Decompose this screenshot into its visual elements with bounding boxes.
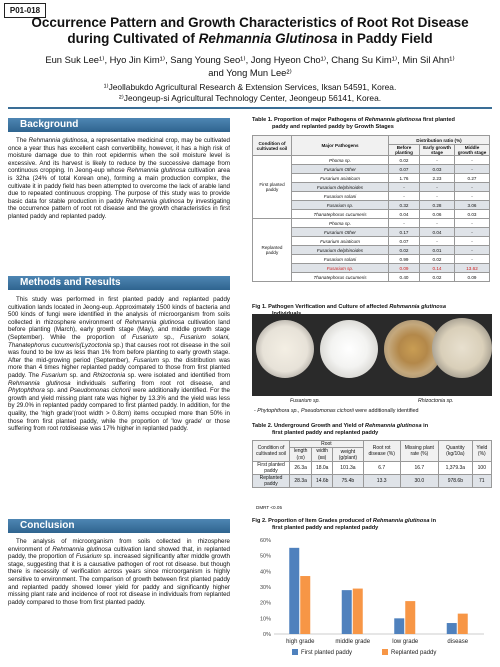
t1-row	[253, 156, 490, 165]
bar-replanted	[458, 614, 468, 634]
y-tick-label: 10%	[259, 616, 271, 623]
bar-first-planted	[289, 548, 299, 634]
background-text: The Rehmannia glutinosa, a representative medicinal crop, may be cultivated once a year thus has excellent cash convertibility, however, it has a high risk of moisture damage due to thin root epidermis when the soil moisture level is excessive. And its harvest is likely to reduce by the successive damage from continuous cropping. In Jeong-eup whose Rehmannia glutinosa cultivation area is 32ha (24% of total Korean one), forming a main production complex, the cultivate it in paddy field has been attempted to overcome the lack of arable land due to repeated continuous cropping. The purpose of this study was to provide basic data for stable production in paddy Rehmannia glutinosa by investigating the occurrence pattern of root rot disease and the growth characteristics in first planted paddy and replanted paddy.	[8, 137, 230, 220]
t1-cell-m: 0.27	[455, 174, 490, 183]
t1-cell-m: 0.03	[455, 210, 490, 219]
t2-body	[253, 462, 492, 488]
legend-swatch	[382, 649, 388, 655]
t2-cell-w: 18.0a	[312, 462, 333, 475]
t1-cell-b: 0.40	[389, 273, 420, 282]
t1-head-middle: Middle growth stage	[455, 145, 490, 156]
t1-cell-m: -	[455, 237, 490, 246]
t1-cell-b: -	[389, 183, 420, 192]
figure1-note: - Phytophthora sp., Pseudomonas cichorii were additionally identified	[254, 408, 419, 414]
t1-cell-m: 0.09	[455, 273, 490, 282]
t1-cell-m: -	[455, 255, 490, 264]
title-line-1: Occurrence Pattern and Growth Characteristics of Root Rot Disease	[31, 15, 469, 30]
t2-cell-r: 6.7	[363, 462, 400, 475]
t1-cell-m: 13.62	[455, 264, 490, 273]
t1-cell-b: 0.02	[389, 156, 420, 165]
t1-cell-p: Thanatephorus cucumeris	[292, 273, 389, 282]
t1-cell-p: Phoma sp.	[292, 156, 389, 165]
t1-cell-m: 3.06	[455, 201, 490, 210]
x-category-label: high grade	[286, 639, 315, 645]
t2-head-weight: weight (g/plant)	[333, 448, 364, 462]
t1-body	[253, 156, 490, 282]
table1-title: Table 1. Proportion of major Pathogens of Rehmannia glutinosa first planted paddy and replanted paddy by Growth Stages	[252, 117, 455, 130]
authors	[20, 53, 480, 79]
t1-cell-m: -	[455, 165, 490, 174]
t1-cell-m: -	[455, 183, 490, 192]
t1-cell-m: -	[455, 228, 490, 237]
t2-head-missing: Missing plant rate (%)	[400, 441, 438, 462]
t2-cell-y: 100	[472, 462, 491, 475]
t1-cell-p: Fusarium solani	[292, 255, 389, 264]
t2-cell-q: 978.6b	[439, 475, 473, 488]
t1-cell-b: 0.07	[389, 165, 420, 174]
figure2-title: Fig 2. Proportion of Item Grades produced of Rehmannia glutinosa in first planted paddy and replanted paddy	[252, 518, 437, 531]
t2-cell-g: 101.3a	[333, 462, 364, 475]
t1-cell-m: -	[455, 156, 490, 165]
t1-cell-b: 1.76	[389, 174, 420, 183]
t1-cell-p: Fusarium delphinoides	[292, 183, 389, 192]
t1-cell-p: Fusarium asiaticum	[292, 174, 389, 183]
methods-heading: Methods and Results	[8, 276, 230, 290]
t1-cell-p: Fusarium delphinoides	[292, 246, 389, 255]
y-tick-label: 60%	[259, 538, 271, 544]
methods-text: This study was performed in first planted paddy and replanted paddy cultivation lands located in Jeong-eup. Approximately 1500 kinds of bacteria and 500 kinds of fungi were identified in the analysis of microorganism from soils collected in rhizosphere environment of Rehmannia glutinosa cultivation land before planting (March), early growth stage (May), and middle growth stage (September). While the proportion of Fusarium sp., Fusarium solani, Thanatephorus cucumeris(Lyzoctonia sp.) that causes root rot disease in the soil was found to be low as less than 1% from before planting to early growth stage. After the mid-growing period (September), Fusarium sp. the distribution was more than 4 times higher replanted paddy compared to those from first planted paddy. The Fusarium sp. and Rhizoctonia sp. were isolated and identified from Rehmannia glutinosa individuals suffering from root rot disease, and Phytophthora sp. and Pseudomonas cichorii were additionally identified. For the growth and yield missing plant rate was higher by 13.3% and the yield was less by 29.0% in replanted paddy compared to first planted paddy. In addition, for the quality, the 'high grade'(root width > 0.8cm) items occupied more than 50% in those from first planted paddy, while the proportion of 'low grade' or those suffering from root rotdisease was 17% higher in replanted paddy.	[8, 296, 231, 433]
bar-replanted	[405, 601, 415, 634]
growth-yield-table	[252, 440, 492, 488]
t1-cell-b: 0.99	[389, 255, 420, 264]
t2-cell-c: Replanted paddy	[253, 475, 290, 488]
t1-cell-e: -	[420, 183, 455, 192]
fusarium-caption: Fusarium sp.	[290, 398, 320, 404]
t2-head-yield: Yield (%)	[472, 441, 491, 462]
t1-cell-e: -	[420, 156, 455, 165]
t2-cell-w: 14.6b	[312, 475, 333, 488]
t2-cell-g: 75.4b	[333, 475, 364, 488]
fusarium-culture-photo-1	[256, 320, 314, 378]
legend-label: Replanted paddy	[391, 650, 437, 656]
rhizoctonia-caption: Rhizoctonia sp.	[418, 398, 454, 404]
rhizoctonia-culture-photo-2	[432, 318, 492, 378]
title-line-2	[30, 31, 470, 47]
t1-group-replanted: Replanted paddy	[253, 219, 292, 282]
t1-cell-e: -	[420, 219, 455, 228]
header-divider	[8, 107, 492, 109]
t1-cell-p: Fusarium Other	[292, 165, 389, 174]
x-category-label: low grade	[392, 639, 419, 645]
t1-cell-p: Fusarium sp.	[292, 264, 389, 273]
t1-cell-p: Fusarium solani	[292, 192, 389, 201]
t2-row	[253, 475, 492, 488]
fusarium-culture-photo-2	[320, 320, 378, 378]
t2-cell-r: 13.3	[363, 475, 400, 488]
t2-cell-c: First planted paddy	[253, 462, 290, 475]
t2-cell-m: 30.0	[400, 475, 438, 488]
x-category-label: disease	[447, 639, 469, 645]
legend-label: First planted paddy	[301, 650, 353, 656]
conclusion-heading: Conclusion	[8, 519, 230, 533]
conclusion-text: The analysis of microorganism from soils collected in rhizosphere environment of Rehmannia glutinosa cultivation land showed that, in replanted paddy, the proportion of Fusarium sp. increased significantly after middle growth stage, suggesting that it is a causative pathogen of root rot disease. but though there is necessity of verification across years since microorganism is highly sensitive to environment. The comparison of growth between first planted paddy and replanted paddy showed lower yield for paddy and significantly higher missing plant rate and incidence of root rot disease in individuals from replanted paddy compared to those from first planted paddy.	[8, 538, 230, 606]
t1-cell-p: Fusarium asiaticum	[292, 237, 389, 246]
y-tick-label: 40%	[259, 569, 271, 576]
t1-cell-p: Fusarium Other	[292, 228, 389, 237]
background-heading: Background	[8, 118, 230, 132]
t1-row	[253, 219, 490, 228]
t1-cell-b: 0.04	[389, 210, 420, 219]
t1-cell-e: 0.04	[420, 228, 455, 237]
t1-cell-b: 0.09	[389, 264, 420, 273]
t2-cell-l: 26.3a	[290, 462, 312, 475]
table2-title: Table 2. Underground Growth and Yield of Rehmannia glutinosa in first planted paddy and replanted paddy	[252, 423, 429, 436]
affiliation-1: ¹⁾Jeollabukdo Agricultural Research & Extension Services, Iksan 54591, Korea.	[103, 82, 397, 92]
title-line-2-pre: during Cultivated of	[67, 31, 199, 46]
grade-proportion-chart	[252, 534, 492, 662]
t2-head-width: width (㎜)	[312, 448, 333, 462]
title-line-2-post: in Paddy Field	[337, 31, 433, 46]
authors-line-2: and Yong Mun Lee²⁾	[208, 67, 292, 78]
figure1-title: Fig 1. Pathogen Verification and Culture of affected Rehmannia glutinosa	[252, 304, 446, 310]
t1-cell-b: -	[389, 192, 420, 201]
table2-note: DMRT <0.05	[256, 505, 283, 510]
t1-cell-b: 0.32	[389, 201, 420, 210]
t1-cell-e: 0.02	[420, 255, 455, 264]
pathogen-table	[252, 135, 490, 282]
x-category-label: middle grade	[335, 639, 371, 645]
affiliations	[20, 82, 480, 104]
t1-cell-e: -	[420, 237, 455, 246]
bar-first-planted	[342, 590, 352, 634]
t1-cell-e: -	[420, 192, 455, 201]
poster-id: P01-018	[4, 3, 46, 18]
y-tick-label: 30%	[259, 585, 271, 591]
t1-head-condition: Condition of cultivated soil	[253, 136, 292, 156]
t1-cell-m: -	[455, 219, 490, 228]
t1-cell-b: 0.07	[389, 237, 420, 246]
t1-cell-m: -	[455, 192, 490, 201]
y-tick-label: 0%	[263, 632, 271, 638]
t2-cell-l: 28.3a	[290, 475, 312, 488]
t1-head-before: Before planting	[389, 145, 420, 156]
t2-row	[253, 462, 492, 475]
t1-cell-b: 0.02	[389, 246, 420, 255]
t1-cell-e: 0.01	[420, 246, 455, 255]
t1-cell-e: 0.02	[420, 273, 455, 282]
t2-head-rot: Root rot disease (%)	[363, 441, 400, 462]
t1-cell-b: 0.17	[389, 228, 420, 237]
t1-head-pathogens: Major Pathogens	[292, 136, 389, 156]
affiliation-2: ²⁾Jeongeup-si Agricultural Technology Center, Jeongeup 56141, Korea.	[118, 93, 382, 103]
t1-head-early: Early growth stage	[420, 145, 455, 156]
bar-replanted	[353, 589, 363, 634]
t1-group-first: First planted paddy	[253, 156, 292, 219]
y-tick-label: 50%	[259, 553, 271, 560]
t1-cell-e: 0.03	[420, 165, 455, 174]
t1-cell-b: -	[389, 219, 420, 228]
t1-head-distribution: Distribution ratio (%)	[389, 136, 490, 145]
bar-first-planted	[447, 623, 457, 634]
t2-cell-q: 1,379.3a	[439, 462, 473, 475]
t1-cell-e: 2.23	[420, 174, 455, 183]
poster-title	[30, 15, 470, 47]
legend-swatch	[292, 649, 298, 655]
y-tick-label: 20%	[259, 600, 271, 607]
t1-cell-e: 0.14	[420, 264, 455, 273]
t2-cell-y: 71	[472, 475, 491, 488]
t2-cell-m: 16.7	[400, 462, 438, 475]
authors-line-1: Eun Suk Lee¹⁾, Hyo Jin Kim¹⁾, Sang Young Seo¹⁾, Jong Hyeon Cho¹⁾, Chang Su Kim¹⁾, Min Sil Ahn¹⁾	[45, 54, 455, 65]
t2-head-length: length (㎝)	[290, 448, 312, 462]
t2-head-quantity: Quantity (kg/10a)	[439, 441, 473, 462]
bar-first-planted	[394, 618, 404, 634]
t1-cell-p: Phoma sp.	[292, 219, 389, 228]
title-line-2-italic: Rehmannia Glutinosa	[198, 31, 338, 46]
t1-cell-m: -	[455, 246, 490, 255]
t2-head-condition: Condition of cultivated soil	[253, 441, 290, 462]
bar-replanted	[300, 576, 310, 634]
t1-cell-p: Fusarium sp.	[292, 201, 389, 210]
t1-cell-p: Thanatephorus cucumeris	[292, 210, 389, 219]
t2-head-root: Root	[290, 441, 364, 448]
t1-cell-e: 0.06	[420, 210, 455, 219]
t1-cell-e: 0.28	[420, 201, 455, 210]
